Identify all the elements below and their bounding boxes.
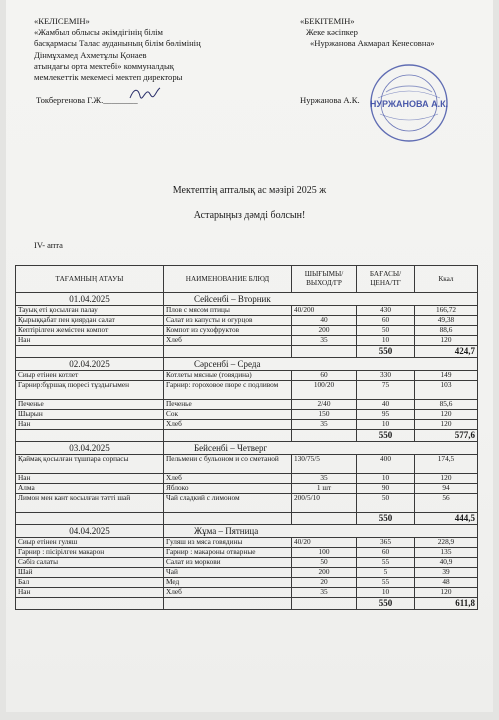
dish-price: 55	[357, 578, 415, 588]
day-date: 03.04.2025	[16, 442, 164, 455]
dish-ru: Гарнир : макароны отварные	[164, 548, 292, 558]
total-kcal: 611,8	[415, 598, 478, 610]
dish-kk: Шырын	[16, 410, 164, 420]
school-line: басқармасы Талас ауданының білім бөлімінің	[34, 38, 201, 49]
dish-output: 130/75/5	[292, 455, 357, 474]
col-header: ШЫҒЫМЫ/ ВЫХОД/ГР	[292, 266, 357, 293]
table-row	[16, 336, 478, 346]
dish-kk: Қаймақ қосылған тұшпара сорпасы	[16, 455, 164, 474]
total-kcal: 577,6	[415, 430, 478, 442]
dish-kcal: 40,9	[415, 558, 478, 568]
approval-label-left: «КЕЛІСЕМІН»	[34, 16, 90, 26]
dish-kcal: 103	[415, 381, 478, 400]
dish-kk: Тауық еті қосылған палау	[16, 306, 164, 316]
dish-price: 10	[357, 420, 415, 430]
dish-kcal: 120	[415, 336, 478, 346]
dish-kcal: 120	[415, 420, 478, 430]
dish-output: 200	[292, 568, 357, 578]
day-name: Сейсенбі – Вторник	[164, 293, 478, 306]
dish-output: 40/20	[292, 538, 357, 548]
dish-kcal: 149	[415, 371, 478, 381]
dish-kk: Сиыр етінен котлет	[16, 371, 164, 381]
day-date: 04.04.2025	[16, 525, 164, 538]
dish-price: 95	[357, 410, 415, 420]
table-row	[16, 474, 478, 484]
table-row	[16, 558, 478, 568]
dish-kcal: 49,38	[415, 316, 478, 326]
col-header: ТАҒАМНЫҢ АТАУЫ	[16, 266, 164, 293]
table-header-row	[16, 266, 478, 293]
dish-output: 50	[292, 558, 357, 568]
dish-price: 50	[357, 326, 415, 336]
dish-ru: Чай сладкий с лимоном	[164, 494, 292, 513]
approval-block-left	[34, 16, 244, 83]
dish-output: 2/40	[292, 400, 357, 410]
table-row	[16, 410, 478, 420]
dish-price: 400	[357, 455, 415, 474]
dish-kcal: 56	[415, 494, 478, 513]
week-label: IV- апта	[34, 240, 63, 250]
dish-kk: Гарнир : пісірілген макарон	[16, 548, 164, 558]
dish-kcal: 88,6	[415, 326, 478, 336]
dish-kk: Нан	[16, 420, 164, 430]
dish-price: 430	[357, 306, 415, 316]
entrepreneur-name: «Нуржанова Акмарал Кенесовна»	[310, 38, 435, 49]
dish-output: 100/20	[292, 381, 357, 400]
table-row	[16, 316, 478, 326]
dish-ru: Чай	[164, 568, 292, 578]
school-line: Дінмұхамед Ахметұлы Қонаев	[34, 49, 147, 60]
table-row	[16, 578, 478, 588]
table-row	[16, 494, 478, 513]
dish-kk: Алма	[16, 484, 164, 494]
seal-stamp	[368, 62, 450, 144]
dish-output: 35	[292, 474, 357, 484]
dish-price: 365	[357, 538, 415, 548]
dish-ru: Хлеб	[164, 588, 292, 598]
dish-price: 10	[357, 474, 415, 484]
total-row	[16, 430, 478, 442]
menu-subtitle: Астарыңыз дәмді болсын!	[193, 210, 306, 221]
dish-kcal: 120	[415, 474, 478, 484]
table-row	[16, 420, 478, 430]
dish-kcal: 120	[415, 588, 478, 598]
dish-kcal: 166,72	[415, 306, 478, 316]
table-row	[16, 371, 478, 381]
dish-kcal: 94	[415, 484, 478, 494]
svg-text:НУРЖАНОВА А.К.: НУРЖАНОВА А.К.	[369, 99, 449, 109]
col-header: Ккал	[415, 266, 478, 293]
dish-price: 330	[357, 371, 415, 381]
total-row	[16, 513, 478, 525]
dish-ru: Гарнир: гороховое пюре с подливом	[164, 381, 292, 400]
dish-output: 35	[292, 420, 357, 430]
total-price: 550	[357, 346, 415, 358]
dish-output: 40/200	[292, 306, 357, 316]
dish-kk: Печенье	[16, 400, 164, 410]
dish-kcal: 135	[415, 548, 478, 558]
col-header: НАИМЕНОВАНИЕ БЛЮД	[164, 266, 292, 293]
table-row	[16, 400, 478, 410]
dish-ru: Пельмени с бульоном и со сметаной	[164, 455, 292, 474]
dish-kk: Қырыққабат пен қиярдан салат	[16, 316, 164, 326]
dish-kk: Нан	[16, 336, 164, 346]
dish-output: 35	[292, 588, 357, 598]
dish-kcal: 120	[415, 410, 478, 420]
approval-block-right	[296, 16, 476, 50]
signature-scribble	[128, 84, 162, 102]
dish-price: 75	[357, 381, 415, 400]
table-row	[16, 588, 478, 598]
entrepreneur-label: Жеке кәсіпкер	[306, 27, 358, 38]
dish-price: 50	[357, 494, 415, 513]
dish-kk: Кептірілген жемістен компот	[16, 326, 164, 336]
total-price: 550	[357, 430, 415, 442]
dish-price: 10	[357, 588, 415, 598]
dish-price: 60	[357, 316, 415, 326]
dish-output: 1 шт	[292, 484, 357, 494]
dish-output: 40	[292, 316, 357, 326]
dish-output: 20	[292, 578, 357, 588]
table-row	[16, 538, 478, 548]
dish-kk: Нан	[16, 588, 164, 598]
total-kcal: 424,7	[415, 346, 478, 358]
table-row	[16, 306, 478, 316]
dish-output: 200	[292, 326, 357, 336]
dish-ru: Салат из капусты и огурцов	[164, 316, 292, 326]
dish-kk: Бал	[16, 578, 164, 588]
table-row	[16, 484, 478, 494]
total-row	[16, 598, 478, 610]
dish-price: 55	[357, 558, 415, 568]
day-row	[16, 442, 478, 455]
dish-output: 100	[292, 548, 357, 558]
col-header: БАҒАСЫ/ ЦЕНА/ТГ	[357, 266, 415, 293]
school-line: атындағы орта мектебі» коммуналдық	[34, 60, 174, 71]
school-line: мемлекеттік мекемесі мектеп директоры	[34, 72, 183, 83]
dish-output: 60	[292, 371, 357, 381]
dish-kk: Сәбіз салаты	[16, 558, 164, 568]
total-row	[16, 346, 478, 358]
day-date: 02.04.2025	[16, 358, 164, 371]
dish-price: 90	[357, 484, 415, 494]
dish-ru: Котлеты мясные (говядина)	[164, 371, 292, 381]
table-row	[16, 381, 478, 400]
day-date: 01.04.2025	[16, 293, 164, 306]
table-row	[16, 548, 478, 558]
school-line: «Жамбыл облысы әкімдігінің білім	[34, 27, 163, 38]
dish-kk: Сиыр етінен гуляш	[16, 538, 164, 548]
day-name: Бейсенбі – Четверг	[164, 442, 478, 455]
dish-price: 10	[357, 336, 415, 346]
dish-kcal: 85,6	[415, 400, 478, 410]
dish-ru: Печенье	[164, 400, 292, 410]
dish-kcal: 48	[415, 578, 478, 588]
table-row	[16, 568, 478, 578]
dish-ru: Хлеб	[164, 420, 292, 430]
signer-left: Токбергенова Г.Ж.________	[36, 95, 138, 105]
dish-output: 35	[292, 336, 357, 346]
dish-kcal: 228,9	[415, 538, 478, 548]
day-row	[16, 358, 478, 371]
total-price: 550	[357, 598, 415, 610]
dish-ru: Салат из моркови	[164, 558, 292, 568]
dish-output: 150	[292, 410, 357, 420]
dish-ru: Хлеб	[164, 474, 292, 484]
dish-kcal: 39	[415, 568, 478, 578]
dish-kk: Гарнир:бұршақ пюресі тұздығымен	[16, 381, 164, 400]
menu-table	[15, 265, 478, 610]
dish-kk: Лимон мен кант косылған тәтті шай	[16, 494, 164, 513]
dish-ru: Хлеб	[164, 336, 292, 346]
dish-ru: Гуляш из мяса говядины	[164, 538, 292, 548]
dish-ru: Плов с мясом птицы	[164, 306, 292, 316]
total-price: 550	[357, 513, 415, 525]
day-name: Сәрсенбі – Среда	[164, 358, 478, 371]
dish-kk: Нан	[16, 474, 164, 484]
dish-kcal: 174,5	[415, 455, 478, 474]
total-kcal: 444,5	[415, 513, 478, 525]
dish-ru: Яблоко	[164, 484, 292, 494]
day-row	[16, 293, 478, 306]
dish-ru: Мед	[164, 578, 292, 588]
day-name: Жұма – Пятница	[164, 525, 478, 538]
approval-label-right: «БЕКІТЕМІН»	[300, 16, 355, 26]
dish-price: 60	[357, 548, 415, 558]
table-row	[16, 455, 478, 474]
dish-ru: Компот из сухофруктов	[164, 326, 292, 336]
dish-kk: Шай	[16, 568, 164, 578]
table-row	[16, 326, 478, 336]
dish-output: 200/5/10	[292, 494, 357, 513]
dish-price: 40	[357, 400, 415, 410]
menu-title: Мектептің апталық ас мәзірі 2025 ж	[172, 185, 327, 196]
day-row	[16, 525, 478, 538]
dish-price: 5	[357, 568, 415, 578]
dish-ru: Сок	[164, 410, 292, 420]
signer-right: Нуржанова А.К.	[300, 95, 360, 105]
